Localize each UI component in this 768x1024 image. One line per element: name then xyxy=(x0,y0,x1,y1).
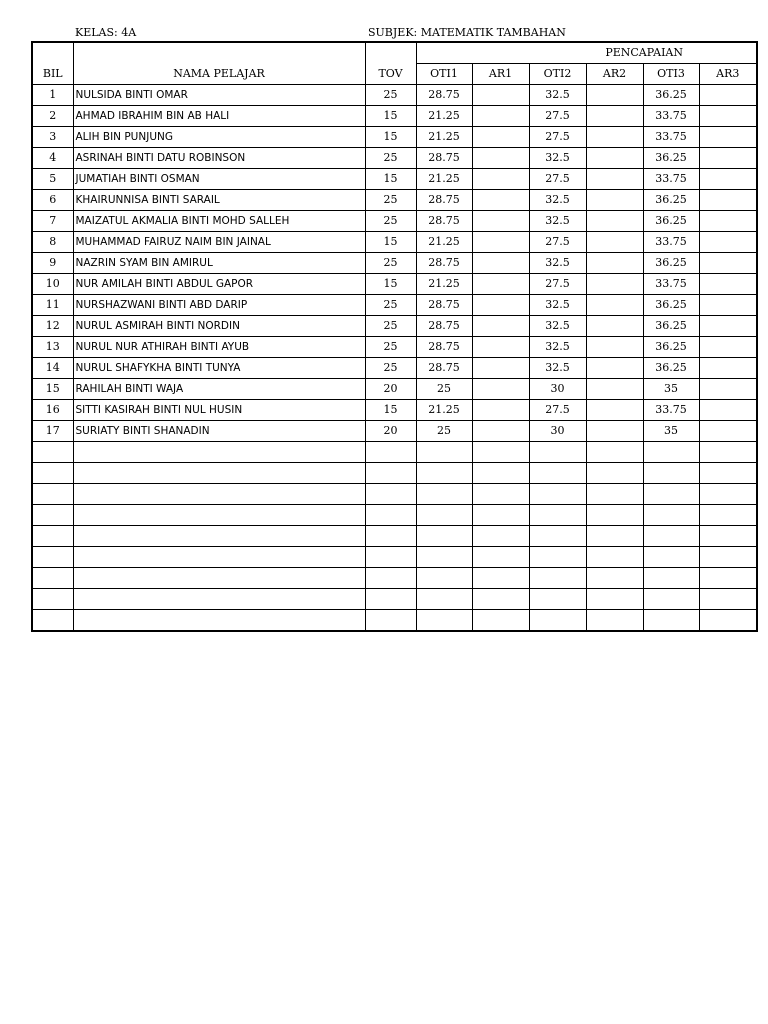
cell-oti2: 27.5 xyxy=(529,127,586,148)
cell-ar3 xyxy=(699,253,757,274)
cell-oti3: 36.25 xyxy=(643,211,699,232)
cell-ar1 xyxy=(472,85,529,106)
cell-tov xyxy=(365,484,416,505)
cell-oti3 xyxy=(643,463,699,484)
cell-bil xyxy=(32,463,73,484)
table-row xyxy=(32,442,757,463)
cell-nama xyxy=(73,610,365,632)
cell-ar3 xyxy=(699,85,757,106)
cell-nama xyxy=(73,442,365,463)
cell-ar1 xyxy=(472,232,529,253)
cell-oti3: 35 xyxy=(643,421,699,442)
cell-oti1: 28.75 xyxy=(416,85,472,106)
cell-ar1 xyxy=(472,610,529,632)
cell-bil: 4 xyxy=(32,148,73,169)
cell-oti1: 21.25 xyxy=(416,169,472,190)
cell-ar2 xyxy=(586,295,643,316)
cell-tov xyxy=(365,505,416,526)
cell-ar2 xyxy=(586,337,643,358)
cell-nama: NUR AMILAH BINTI ABDUL GAPOR xyxy=(73,274,365,295)
cell-oti2: 30 xyxy=(529,421,586,442)
student-marks-table xyxy=(31,41,758,632)
cell-oti1 xyxy=(416,568,472,589)
cell-oti1: 21.25 xyxy=(416,127,472,148)
cell-oti1: 28.75 xyxy=(416,295,472,316)
cell-nama: NURUL NUR ATHIRAH BINTI AYUB xyxy=(73,337,365,358)
cell-ar2 xyxy=(586,484,643,505)
cell-ar1 xyxy=(472,526,529,547)
cell-ar1 xyxy=(472,379,529,400)
cell-ar1 xyxy=(472,148,529,169)
cell-oti1: 28.75 xyxy=(416,211,472,232)
table-row xyxy=(32,484,757,505)
cell-nama xyxy=(73,526,365,547)
cell-bil: 9 xyxy=(32,253,73,274)
table-row xyxy=(32,316,757,337)
cell-tov: 25 xyxy=(365,295,416,316)
cell-ar3 xyxy=(699,526,757,547)
cell-ar2 xyxy=(586,568,643,589)
cell-oti1 xyxy=(416,589,472,610)
cell-oti2: 32.5 xyxy=(529,85,586,106)
cell-oti2: 27.5 xyxy=(529,106,586,127)
cell-oti2 xyxy=(529,442,586,463)
cell-oti3: 33.75 xyxy=(643,274,699,295)
cell-oti2: 27.5 xyxy=(529,400,586,421)
cell-ar1 xyxy=(472,337,529,358)
cell-oti2: 32.5 xyxy=(529,211,586,232)
cell-ar2 xyxy=(586,190,643,211)
cell-oti2 xyxy=(529,610,586,632)
column-header-bil: BIL xyxy=(32,64,73,85)
cell-ar2 xyxy=(586,358,643,379)
cell-ar1 xyxy=(472,442,529,463)
cell-oti2 xyxy=(529,589,586,610)
cell-tov: 25 xyxy=(365,316,416,337)
cell-bil: 14 xyxy=(32,358,73,379)
cell-tov: 25 xyxy=(365,148,416,169)
cell-tov: 15 xyxy=(365,127,416,148)
cell-ar3 xyxy=(699,442,757,463)
cell-oti1: 28.75 xyxy=(416,190,472,211)
cell-bil: 17 xyxy=(32,421,73,442)
cell-tov: 15 xyxy=(365,232,416,253)
cell-ar3 xyxy=(699,295,757,316)
cell-tov: 25 xyxy=(365,358,416,379)
cell-ar2 xyxy=(586,85,643,106)
cell-nama: MUHAMMAD FAIRUZ NAIM BIN JAINAL xyxy=(73,232,365,253)
cell-oti2 xyxy=(529,568,586,589)
table-row xyxy=(32,568,757,589)
cell-oti3: 36.25 xyxy=(643,295,699,316)
cell-oti2: 30 xyxy=(529,379,586,400)
column-header-oti1: OTI1 xyxy=(416,64,472,85)
cell-ar1 xyxy=(472,547,529,568)
table-row xyxy=(32,169,757,190)
cell-nama: NAZRIN SYAM BIN AMIRUL xyxy=(73,253,365,274)
cell-oti3: 33.75 xyxy=(643,127,699,148)
cell-oti3 xyxy=(643,568,699,589)
cell-ar2 xyxy=(586,127,643,148)
cell-oti1 xyxy=(416,610,472,632)
table-body xyxy=(32,42,757,631)
cell-oti1: 28.75 xyxy=(416,358,472,379)
cell-nama xyxy=(73,505,365,526)
cell-ar2 xyxy=(586,106,643,127)
cell-tov xyxy=(365,568,416,589)
cell-nama: NURUL ASMIRAH BINTI NORDIN xyxy=(73,316,365,337)
cell-tov: 25 xyxy=(365,190,416,211)
subject-label: SUBJEK: MATEMATIK TAMBAHAN xyxy=(368,26,566,39)
cell-ar3 xyxy=(699,106,757,127)
cell-tov xyxy=(365,463,416,484)
cell-oti2 xyxy=(529,526,586,547)
cell-ar1 xyxy=(472,295,529,316)
cell-oti2: 27.5 xyxy=(529,169,586,190)
cell-bil: 11 xyxy=(32,295,73,316)
column-header-nama: NAMA PELAJAR xyxy=(73,64,365,85)
cell-oti2: 32.5 xyxy=(529,358,586,379)
table-row xyxy=(32,85,757,106)
cell-oti3: 33.75 xyxy=(643,232,699,253)
cell-nama: NURUL SHAFYKHA BINTI TUNYA xyxy=(73,358,365,379)
cell-oti2: 32.5 xyxy=(529,316,586,337)
table-row xyxy=(32,400,757,421)
cell-ar3 xyxy=(699,505,757,526)
cell-ar3 xyxy=(699,169,757,190)
cell-ar1 xyxy=(472,568,529,589)
cell-oti3: 33.75 xyxy=(643,400,699,421)
header-blank-cell xyxy=(32,42,73,64)
cell-nama xyxy=(73,547,365,568)
class-label: KELAS: 4A xyxy=(75,26,137,39)
cell-ar1 xyxy=(472,463,529,484)
cell-bil: 15 xyxy=(32,379,73,400)
cell-ar1 xyxy=(472,484,529,505)
cell-tov: 15 xyxy=(365,169,416,190)
cell-oti3 xyxy=(643,589,699,610)
cell-ar2 xyxy=(586,610,643,632)
table-row xyxy=(32,232,757,253)
cell-nama: SURIATY BINTI SHANADIN xyxy=(73,421,365,442)
cell-oti1 xyxy=(416,526,472,547)
table-row xyxy=(32,505,757,526)
cell-ar2 xyxy=(586,589,643,610)
cell-ar3 xyxy=(699,316,757,337)
cell-oti3: 36.25 xyxy=(643,358,699,379)
cell-ar3 xyxy=(699,211,757,232)
cell-oti2: 27.5 xyxy=(529,274,586,295)
cell-oti1: 25 xyxy=(416,379,472,400)
cell-ar3 xyxy=(699,148,757,169)
cell-tov: 20 xyxy=(365,379,416,400)
cell-oti3 xyxy=(643,484,699,505)
cell-ar3 xyxy=(699,379,757,400)
cell-ar3 xyxy=(699,547,757,568)
cell-bil: 6 xyxy=(32,190,73,211)
column-header-row xyxy=(32,64,757,85)
cell-nama: ASRINAH BINTI DATU ROBINSON xyxy=(73,148,365,169)
cell-ar1 xyxy=(472,421,529,442)
cell-ar1 xyxy=(472,589,529,610)
column-header-ar3: AR3 xyxy=(699,64,757,85)
cell-ar1 xyxy=(472,400,529,421)
cell-ar3 xyxy=(699,190,757,211)
cell-bil xyxy=(32,484,73,505)
cell-nama: KHAIRUNNISA BINTI SARAIL xyxy=(73,190,365,211)
cell-ar3 xyxy=(699,463,757,484)
cell-oti1 xyxy=(416,505,472,526)
cell-ar2 xyxy=(586,232,643,253)
cell-ar3 xyxy=(699,337,757,358)
cell-ar2 xyxy=(586,463,643,484)
cell-oti3: 36.25 xyxy=(643,337,699,358)
cell-nama xyxy=(73,589,365,610)
cell-ar2 xyxy=(586,421,643,442)
cell-ar1 xyxy=(472,358,529,379)
cell-bil: 8 xyxy=(32,232,73,253)
table-row xyxy=(32,106,757,127)
cell-oti3: 33.75 xyxy=(643,106,699,127)
table-row xyxy=(32,463,757,484)
table-row xyxy=(32,589,757,610)
cell-oti1 xyxy=(416,484,472,505)
cell-nama xyxy=(73,463,365,484)
cell-bil: 1 xyxy=(32,85,73,106)
cell-ar3 xyxy=(699,400,757,421)
table-row xyxy=(32,358,757,379)
table-row xyxy=(32,547,757,568)
column-header-ar1: AR1 xyxy=(472,64,529,85)
column-header-oti3: OTI3 xyxy=(643,64,699,85)
cell-tov: 15 xyxy=(365,106,416,127)
cell-tov: 25 xyxy=(365,253,416,274)
cell-bil: 12 xyxy=(32,316,73,337)
cell-ar3 xyxy=(699,127,757,148)
cell-bil xyxy=(32,547,73,568)
cell-oti1: 21.25 xyxy=(416,106,472,127)
cell-oti2: 32.5 xyxy=(529,337,586,358)
cell-oti1 xyxy=(416,442,472,463)
cell-bil xyxy=(32,505,73,526)
cell-bil xyxy=(32,589,73,610)
cell-oti3 xyxy=(643,526,699,547)
cell-bil xyxy=(32,568,73,589)
table-row xyxy=(32,337,757,358)
cell-ar3 xyxy=(699,589,757,610)
cell-ar2 xyxy=(586,316,643,337)
cell-ar3 xyxy=(699,568,757,589)
cell-ar2 xyxy=(586,547,643,568)
table-row xyxy=(32,253,757,274)
cell-tov xyxy=(365,589,416,610)
table-row xyxy=(32,610,757,632)
cell-ar2 xyxy=(586,400,643,421)
cell-oti3: 36.25 xyxy=(643,148,699,169)
cell-oti1: 21.25 xyxy=(416,232,472,253)
cell-ar3 xyxy=(699,610,757,632)
cell-tov: 20 xyxy=(365,421,416,442)
cell-nama: RAHILAH BINTI WAJA xyxy=(73,379,365,400)
cell-bil: 13 xyxy=(32,337,73,358)
cell-ar1 xyxy=(472,169,529,190)
cell-nama: NULSIDA BINTI OMAR xyxy=(73,85,365,106)
table-row xyxy=(32,295,757,316)
cell-nama xyxy=(73,568,365,589)
cell-tov xyxy=(365,547,416,568)
cell-ar2 xyxy=(586,442,643,463)
cell-oti3: 33.75 xyxy=(643,169,699,190)
table-row xyxy=(32,211,757,232)
cell-oti3: 36.25 xyxy=(643,85,699,106)
group-header-row xyxy=(32,42,757,64)
cell-tov xyxy=(365,442,416,463)
cell-ar2 xyxy=(586,169,643,190)
group-header-pencapaian: PENCAPAIAN xyxy=(416,42,757,64)
cell-tov: 25 xyxy=(365,337,416,358)
cell-tov: 15 xyxy=(365,400,416,421)
cell-ar2 xyxy=(586,505,643,526)
cell-oti2: 32.5 xyxy=(529,253,586,274)
table-row xyxy=(32,274,757,295)
column-header-ar2: AR2 xyxy=(586,64,643,85)
cell-oti1: 21.25 xyxy=(416,274,472,295)
cell-ar1 xyxy=(472,274,529,295)
cell-oti1: 25 xyxy=(416,421,472,442)
cell-ar3 xyxy=(699,484,757,505)
cell-ar2 xyxy=(586,379,643,400)
cell-ar2 xyxy=(586,148,643,169)
cell-tov xyxy=(365,526,416,547)
cell-oti1: 21.25 xyxy=(416,400,472,421)
cell-oti2 xyxy=(529,547,586,568)
table-row xyxy=(32,379,757,400)
cell-bil: 7 xyxy=(32,211,73,232)
column-header-oti2: OTI2 xyxy=(529,64,586,85)
cell-ar1 xyxy=(472,316,529,337)
cell-oti3: 35 xyxy=(643,379,699,400)
cell-tov: 15 xyxy=(365,274,416,295)
table-row xyxy=(32,127,757,148)
cell-oti2: 27.5 xyxy=(529,232,586,253)
cell-ar1 xyxy=(472,127,529,148)
cell-ar3 xyxy=(699,358,757,379)
cell-bil xyxy=(32,526,73,547)
cell-ar2 xyxy=(586,274,643,295)
cell-ar1 xyxy=(472,253,529,274)
cell-nama: SITTI KASIRAH BINTI NUL HUSIN xyxy=(73,400,365,421)
cell-oti1: 28.75 xyxy=(416,253,472,274)
table-row xyxy=(32,148,757,169)
cell-ar3 xyxy=(699,232,757,253)
cell-oti3: 36.25 xyxy=(643,316,699,337)
cell-bil: 10 xyxy=(32,274,73,295)
column-header-tov: TOV xyxy=(365,64,416,85)
cell-tov: 25 xyxy=(365,211,416,232)
cell-ar3 xyxy=(699,274,757,295)
cell-bil: 2 xyxy=(32,106,73,127)
cell-bil xyxy=(32,442,73,463)
cell-oti2: 32.5 xyxy=(529,295,586,316)
cell-nama: AHMAD IBRAHIM BIN AB HALI xyxy=(73,106,365,127)
cell-oti1: 28.75 xyxy=(416,316,472,337)
table-row xyxy=(32,421,757,442)
cell-oti1 xyxy=(416,547,472,568)
cell-oti1: 28.75 xyxy=(416,148,472,169)
cell-nama: MAIZATUL AKMALIA BINTI MOHD SALLEH xyxy=(73,211,365,232)
cell-oti3 xyxy=(643,505,699,526)
cell-oti1: 28.75 xyxy=(416,337,472,358)
cell-bil: 16 xyxy=(32,400,73,421)
cell-oti1 xyxy=(416,463,472,484)
cell-nama xyxy=(73,484,365,505)
table-row xyxy=(32,190,757,211)
cell-bil: 5 xyxy=(32,169,73,190)
cell-oti2 xyxy=(529,505,586,526)
table-row xyxy=(32,526,757,547)
cell-oti3: 36.25 xyxy=(643,253,699,274)
cell-ar1 xyxy=(472,211,529,232)
cell-oti2 xyxy=(529,484,586,505)
cell-nama: JUMATIAH BINTI OSMAN xyxy=(73,169,365,190)
header-blank-cell xyxy=(73,42,365,64)
cell-oti2: 32.5 xyxy=(529,190,586,211)
cell-oti2 xyxy=(529,463,586,484)
cell-oti3: 36.25 xyxy=(643,190,699,211)
cell-ar3 xyxy=(699,421,757,442)
cell-tov: 25 xyxy=(365,85,416,106)
cell-nama: ALIH BIN PUNJUNG xyxy=(73,127,365,148)
cell-oti3 xyxy=(643,610,699,632)
cell-bil xyxy=(32,610,73,632)
header-blank-cell xyxy=(365,42,416,64)
cell-ar1 xyxy=(472,106,529,127)
cell-nama: NURSHAZWANI BINTI ABD DARIP xyxy=(73,295,365,316)
cell-tov xyxy=(365,610,416,632)
cell-oti2: 32.5 xyxy=(529,148,586,169)
cell-ar2 xyxy=(586,253,643,274)
cell-ar1 xyxy=(472,505,529,526)
cell-bil: 3 xyxy=(32,127,73,148)
cell-ar2 xyxy=(586,526,643,547)
cell-oti3 xyxy=(643,547,699,568)
cell-ar2 xyxy=(586,211,643,232)
cell-ar1 xyxy=(472,190,529,211)
cell-oti3 xyxy=(643,442,699,463)
